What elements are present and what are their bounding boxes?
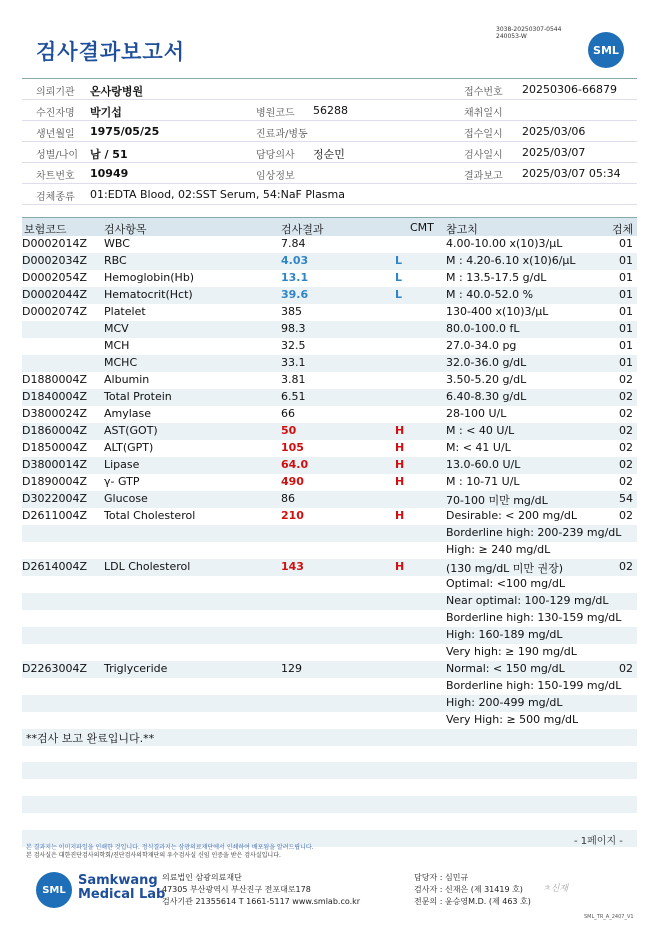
table-row — [22, 508, 637, 525]
specimen-code: 01 — [619, 254, 633, 267]
test-result: 143 — [281, 560, 304, 573]
reference-range: 13.0-60.0 U/L — [446, 458, 521, 471]
reference-range: Borderline high: 130-159 mg/dL — [446, 611, 622, 624]
specimen-code: 02 — [619, 475, 633, 488]
test-name: MCH — [104, 339, 130, 352]
info-row — [22, 142, 637, 163]
test-result: 6.51 — [281, 390, 306, 403]
table-row — [22, 610, 637, 627]
test-name: Total Cholesterol — [104, 509, 196, 522]
test-name: Triglyceride — [104, 662, 168, 675]
test-result: 39.6 — [281, 288, 309, 301]
document-number: 3038-20250307-0544 240053-W — [496, 26, 562, 40]
table-row — [22, 644, 637, 661]
test-result: 4.03 — [281, 254, 309, 267]
specimen-code: 54 — [619, 492, 633, 505]
test-result: 385 — [281, 305, 302, 318]
test-code: D1860004Z — [22, 424, 87, 437]
signature: ㅊ신재 — [542, 884, 569, 894]
table-row — [22, 338, 637, 355]
specimen-code: 01 — [619, 288, 633, 301]
info-label: 검체종류 — [36, 192, 75, 203]
table-row — [22, 678, 637, 695]
reference-range: High: ≥ 240 mg/dL — [446, 543, 551, 556]
info-value: 박기섭 — [90, 106, 122, 119]
test-code: D1890004Z — [22, 475, 87, 488]
reference-range: M : < 40 U/L — [446, 424, 515, 437]
result-flag: L — [395, 271, 403, 284]
reference-range: Very high: ≥ 190 mg/dL — [446, 645, 577, 658]
table-row — [22, 372, 637, 389]
reference-range: M : 40.0-52.0 % — [446, 288, 534, 301]
test-code: D2263004Z — [22, 662, 87, 675]
info-label: 채취일시 — [464, 108, 503, 119]
reference-range: Borderline high: 150-199 mg/dL — [446, 679, 622, 692]
test-result: 7.84 — [281, 237, 306, 250]
reference-range: (130 mg/dL 미만 권장) — [446, 562, 564, 575]
test-code: D1840004Z — [22, 390, 87, 403]
patient-info-table — [22, 78, 637, 205]
specimen-code: 01 — [619, 339, 633, 352]
reference-range: 130-400 x(10)3/μL — [446, 305, 549, 318]
footnote-image-print: 본 결과지는 이미지파일을 인쇄한 것입니다. 정식결과지는 삼광의료재단에서 인쇄하여 배포됨을 알려드립니다. — [26, 844, 314, 851]
reference-range: Desirable: < 200 mg/dL — [446, 509, 578, 522]
header-code: 보험코드 — [24, 223, 67, 236]
staff-info: 담당자 : 심민규 검사자 : 신재은 (제 31419 호) 전문의 : 윤승영M.D. (제 463 호) — [414, 873, 531, 906]
test-code: D2614004Z — [22, 560, 87, 573]
test-name: LDL Cholesterol — [104, 560, 191, 573]
header-cmt: CMT — [410, 221, 434, 234]
info-value: 정순민 — [313, 148, 345, 161]
info-row — [22, 100, 637, 121]
table-row — [22, 236, 637, 253]
reference-range: 32.0-36.0 g/dL — [446, 356, 527, 369]
reference-range: 6.40-8.30 g/dL — [446, 390, 527, 403]
reference-range: High: 200-499 mg/dL — [446, 696, 563, 709]
test-result: 98.3 — [281, 322, 306, 335]
reference-range: Normal: < 150 mg/dL — [446, 662, 565, 675]
table-row — [22, 440, 637, 457]
table-row — [22, 423, 637, 440]
info-value: 2025/03/06 — [522, 125, 586, 138]
table-row — [22, 270, 637, 287]
completion-row — [22, 729, 637, 746]
info-label: 진료과/병동 — [256, 129, 308, 140]
info-label: 차트번호 — [36, 171, 75, 182]
reference-range: M: < 41 U/L — [446, 441, 511, 454]
sml-footer-logo: SML — [36, 872, 72, 908]
test-result: 32.5 — [281, 339, 306, 352]
specimen-code: 01 — [619, 356, 633, 369]
table-row — [22, 695, 637, 712]
test-result: 33.1 — [281, 356, 306, 369]
info-value: 2025/03/07 05:34 — [522, 167, 621, 180]
info-label: 병원코드 — [256, 108, 295, 119]
test-code: D0002044Z — [22, 288, 87, 301]
test-name: MCV — [104, 322, 129, 335]
info-label: 결과보고 — [464, 171, 503, 182]
sml-logo: SML — [588, 32, 624, 68]
info-label: 생년월일 — [36, 129, 75, 140]
result-flag: H — [395, 475, 405, 488]
reference-range: 80.0-100.0 fL — [446, 322, 520, 335]
test-result: 3.81 — [281, 373, 306, 386]
table-row — [22, 576, 637, 593]
test-name: Hematocrit(Hct) — [104, 288, 193, 301]
test-code: D3022004Z — [22, 492, 87, 505]
info-value: 56288 — [313, 104, 348, 117]
reference-range: Very High: ≥ 500 mg/dL — [446, 713, 579, 726]
table-row — [22, 525, 637, 542]
test-code: D1850004Z — [22, 441, 87, 454]
info-label: 담당의사 — [256, 150, 295, 161]
reference-range: M : 13.5-17.5 g/dL — [446, 271, 547, 284]
table-row — [22, 406, 637, 423]
test-result: 86 — [281, 492, 295, 505]
test-code: D0002014Z — [22, 237, 87, 250]
result-flag: L — [395, 254, 403, 267]
info-value: 20250306-66879 — [522, 83, 617, 96]
specimen-code: 02 — [619, 509, 633, 522]
table-row — [22, 389, 637, 406]
table-row — [22, 661, 637, 678]
test-name: Glucose — [104, 492, 148, 505]
table-row — [22, 491, 637, 508]
table-row — [22, 559, 637, 576]
test-name: WBC — [104, 237, 130, 250]
table-row — [22, 474, 637, 491]
table-row — [22, 712, 637, 729]
info-value: 온사랑병원 — [90, 85, 144, 98]
specimen-code: 01 — [619, 271, 633, 284]
reference-range: Near optimal: 100-129 mg/dL — [446, 594, 609, 607]
header-name: 검사항목 — [104, 223, 147, 236]
test-result: 64.0 — [281, 458, 309, 471]
info-label: 의뢰기관 — [36, 87, 75, 98]
info-label: 수진자명 — [36, 108, 75, 119]
results-header — [22, 217, 637, 236]
test-result: 129 — [281, 662, 302, 675]
footnote-accreditation: 본 검사실은 대한진단검사의학회/진단검사의학재단의 우수검사실 신임 인증을 받은 검사실입니다. — [26, 852, 281, 859]
test-code: D3800024Z — [22, 407, 87, 420]
brand-name: Samkwang Medical Lab — [78, 873, 166, 902]
info-row — [22, 184, 637, 205]
test-name: Platelet — [104, 305, 146, 318]
specimen-code: 01 — [619, 305, 633, 318]
result-flag: H — [395, 560, 405, 573]
header-result: 검사결과 — [281, 223, 324, 236]
results-table — [22, 236, 637, 729]
test-code: D0002074Z — [22, 305, 87, 318]
test-result: 490 — [281, 475, 304, 488]
test-name: Lipase — [104, 458, 140, 471]
test-name: Amylase — [104, 407, 152, 420]
table-row — [22, 321, 637, 338]
result-flag: H — [395, 458, 405, 471]
test-name: ALT(GPT) — [104, 441, 154, 454]
reference-range: M : 10-71 U/L — [446, 475, 520, 488]
test-name: AST(GOT) — [104, 424, 158, 437]
test-name: Albumin — [104, 373, 150, 386]
reference-range: 27.0-34.0 pg — [446, 339, 517, 352]
result-flag: H — [395, 441, 405, 454]
test-name: Hemoglobin(Hb) — [104, 271, 195, 284]
specimen-code: 02 — [619, 441, 633, 454]
reference-range: 3.50-5.20 g/dL — [446, 373, 527, 386]
specimen-code: 02 — [619, 373, 633, 386]
report-title: 검사결과보고서 — [36, 40, 186, 64]
test-result: 50 — [281, 424, 297, 437]
reference-range: M : 4.20-6.10 x(10)6/μL — [446, 254, 576, 267]
info-value: 1975/05/25 — [90, 125, 160, 138]
table-row — [22, 287, 637, 304]
header-ref: 참고치 — [446, 223, 478, 236]
info-label: 접수번호 — [464, 87, 503, 98]
info-label: 검사일시 — [464, 150, 503, 161]
specimen-code: 01 — [619, 237, 633, 250]
reference-range: High: 160-189 mg/dL — [446, 628, 563, 641]
test-result: 210 — [281, 509, 304, 522]
result-flag: H — [395, 509, 405, 522]
specimen-code: 02 — [619, 662, 633, 675]
specimen-code: 02 — [619, 560, 633, 573]
table-row — [22, 593, 637, 610]
table-row — [22, 304, 637, 321]
lab-address: 의료법인 삼광의료재단 47305 부산광역시 부산진구 전포대로178 검사기관 21355614 T 1661-5117 www.smlab.co.kr — [162, 873, 361, 906]
specimen-code: 02 — [619, 390, 633, 403]
blank-row — [22, 796, 637, 813]
test-name: Total Protein — [104, 390, 172, 403]
info-label: 임상정보 — [256, 171, 295, 182]
info-value: 2025/03/07 — [522, 146, 586, 159]
test-code: D2611004Z — [22, 509, 87, 522]
test-name: RBC — [104, 254, 127, 267]
specimen-code: 02 — [619, 458, 633, 471]
completion-text: **검사 보고 완료입니다.** — [26, 732, 155, 745]
result-flag: L — [395, 288, 403, 301]
reference-range: Optimal: <100 mg/dL — [446, 577, 565, 590]
specimen-code: 02 — [619, 424, 633, 437]
specimen-code: 01 — [619, 322, 633, 335]
info-row — [22, 121, 637, 142]
header-specimen: 검체 — [612, 223, 634, 236]
table-row — [22, 253, 637, 270]
test-result: 105 — [281, 441, 304, 454]
info-label: 접수일시 — [464, 129, 503, 140]
test-code: D1880004Z — [22, 373, 87, 386]
reference-range: Borderline high: 200-239 mg/dL — [446, 526, 622, 539]
reference-range: 70-100 미만 mg/dL — [446, 494, 548, 507]
info-row — [22, 163, 637, 184]
test-name: γ- GTP — [104, 475, 140, 488]
page-number: - 1페이지 - — [574, 836, 623, 847]
test-code: D3800014Z — [22, 458, 87, 471]
info-value: 남 / 51 — [90, 148, 128, 161]
test-name: MCHC — [104, 356, 138, 369]
table-row — [22, 457, 637, 474]
form-code: SML_TR_A_2407_V1 — [584, 914, 634, 920]
specimen-code: 02 — [619, 407, 633, 420]
info-row — [22, 79, 637, 100]
test-result: 13.1 — [281, 271, 309, 284]
table-row — [22, 355, 637, 372]
blank-row — [22, 762, 637, 779]
table-row — [22, 542, 637, 559]
reference-range: 4.00-10.00 x(10)3/μL — [446, 237, 563, 250]
info-value: 01:EDTA Blood, 02:SST Serum, 54:NaF Plasma — [90, 188, 345, 201]
info-label: 성별/나이 — [36, 150, 79, 161]
reference-range: 28-100 U/L — [446, 407, 507, 420]
table-row — [22, 627, 637, 644]
info-value: 10949 — [90, 167, 129, 180]
result-flag: H — [395, 424, 405, 437]
test-result: 66 — [281, 407, 295, 420]
test-code: D0002034Z — [22, 254, 87, 267]
test-code: D0002054Z — [22, 271, 87, 284]
